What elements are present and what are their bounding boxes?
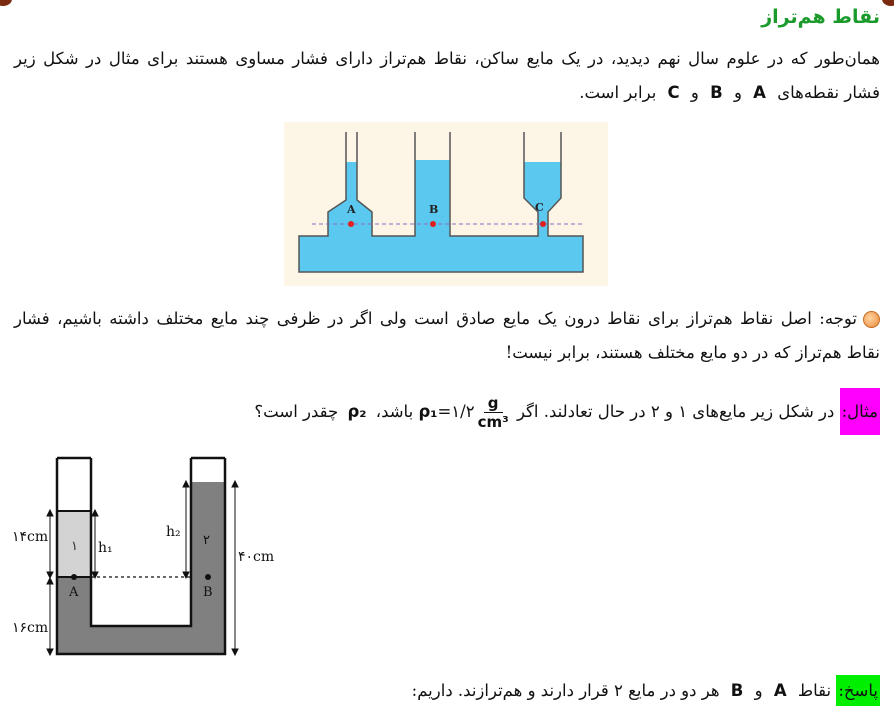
example-tag: مثال: [840,388,880,435]
intro-point-c: C [667,83,680,102]
fig1-label-a: A [347,203,356,216]
note-line-1-text: توجه: اصل نقاط هم‌تراز برای نقاط درون یک مایع صادق است ولی اگر در ظرفی چند مایع مختلف داشته باشیم، فشار [14,309,857,328]
answer-line [412,674,880,708]
intro-point-b: B [710,83,723,102]
fig2-point-b [205,574,211,580]
answer-point-b: B [730,681,744,700]
point-a-marker [348,221,354,227]
example-text-2: باشد، [375,402,414,421]
answer-tag: پاسخ: [836,675,880,706]
unit-numerator: g [484,394,503,413]
unit-denominator: cm³ [477,413,509,431]
point-b-marker [430,221,436,227]
note-line-1 [14,302,880,336]
bullet-icon [863,311,880,328]
label-h1: h₁ [98,540,113,556]
fig2-label-a: A [69,585,79,600]
example-formula [418,385,511,439]
fig2-label-b: B [203,585,213,600]
intro-and-1: و [733,83,742,102]
intro-paragraph [14,42,880,110]
intro-point-a: A [753,83,766,102]
intro-line-1: همان‌طور که در علوم سال نهم دیدید، در یک مایع ساکن، نقاط هم‌تراز دارای فشار مساوی هستند برای مثال در شکل زیر [14,49,880,68]
label-liquid-2: ۲ [203,533,210,548]
answer-text-1: نقاط [797,681,832,700]
fig2-point-a [71,574,77,580]
point-c-marker [540,221,546,227]
example-text-3: چقدر است؟ [254,402,339,421]
answer-point-a: A [773,681,787,700]
corner-ornament-left [0,0,12,6]
middle-vessel-fill [415,160,450,240]
u-tube-figure [0,448,300,663]
example-unit-fraction [478,394,509,431]
example-rho2: ρ₂ [347,402,367,421]
intro-line-2 [14,76,880,110]
label-liquid-1: ۱ [71,539,78,554]
label-40cm: ۴۰cm [238,549,275,565]
fig1-label-c: C [535,201,544,214]
example-eq: =۱/۲ [437,402,475,421]
label-h2: h₂ [166,524,181,540]
section-heading: نقاط هم‌تراز [761,6,880,28]
note-line-2: نقاط هم‌تراز که در دو مایع مختلف هستند، برابر نیست! [505,343,880,362]
answer-and: و [754,681,763,700]
fig1-label-b: B [429,203,439,216]
communicating-vessels-figure [284,122,608,286]
answer-text-2: هر دو در مایع ۲ قرار دارند و هم‌ترازند. داریم: [411,681,720,700]
corner-ornament-right [882,0,894,6]
note-paragraph [14,302,880,370]
base-tube-fill [299,236,583,272]
example-text-1: در شکل زیر مایع‌های ۱ و ۲ در حال تعادلند. اگر [516,402,835,421]
label-16cm: ۱۶cm [12,620,49,636]
vessels-svg [284,122,608,286]
example-line [254,385,880,439]
example-rho1: ρ₁ [418,402,438,421]
intro-line2-post: برابر است. [579,83,657,102]
intro-line2-pre: فشار نقطه‌های [777,83,880,102]
intro-and-2: و [690,83,699,102]
label-14cm: ۱۴cm [12,529,49,545]
